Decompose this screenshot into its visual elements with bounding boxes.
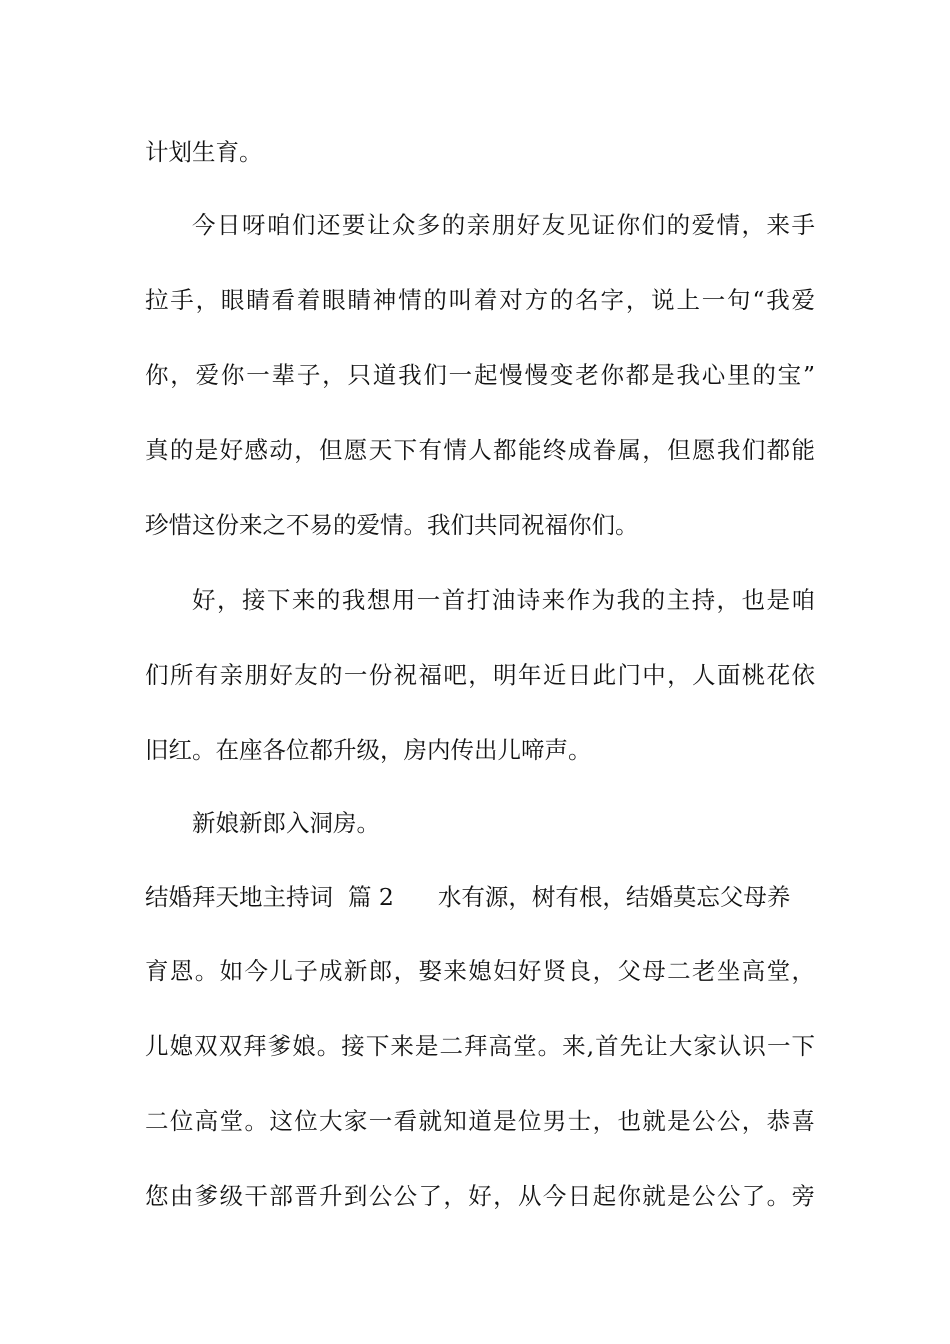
text-line-4: 你，爱你一辈子，只道我们一起慢慢变老你都是我心里的宝”	[145, 361, 815, 389]
text-line-5: 真的是好感动，但愿天下有情人都能终成眷属，但愿我们都能	[145, 436, 815, 464]
text-line-6: 珍惜这份来之不易的爱情。我们共同祝福你们。	[145, 511, 639, 539]
section-heading-line	[145, 877, 815, 917]
text-line-8: 们所有亲朋好友的一份祝福吧，明年近日此门中，人面桃花依	[145, 661, 815, 689]
section-first-line: 水有源，树有根，结婚莫忘父母养	[437, 883, 791, 911]
text-line-15: 您由爹级干部晋升到公公了，好，从今日起你就是公公了。旁	[145, 1182, 815, 1210]
section-number: 篇 2	[347, 883, 394, 911]
text-line-13: 儿媳双双拜爹娘。接下来是二拜高堂。来,首先让大家认识一下	[145, 1032, 815, 1060]
text-line-9: 旧红。在座各位都升级，房内传出儿啼声。	[145, 736, 592, 764]
text-line-10: 新娘新郎入洞房。	[192, 809, 380, 837]
text-line-7: 好，接下来的我想用一首打油诗来作为我的主持，也是咱	[192, 586, 815, 614]
section-heading: 结婚拜天地主持词	[145, 883, 333, 911]
text-line-3: 拉手，眼睛看着眼睛神情的叫着对方的名字，说上一句“我爱	[145, 286, 815, 314]
text-line-2: 今日呀咱们还要让众多的亲朋好友见证你们的爱情，来手	[192, 211, 815, 239]
text-line-12: 育恩。如今儿子成新郎，娶来媳妇好贤良，父母二老坐高堂，	[145, 957, 815, 985]
text-line-1: 计划生育。	[145, 138, 263, 166]
text-line-14: 二位高堂。这位大家一看就知道是位男士，也就是公公，恭喜	[145, 1107, 815, 1135]
